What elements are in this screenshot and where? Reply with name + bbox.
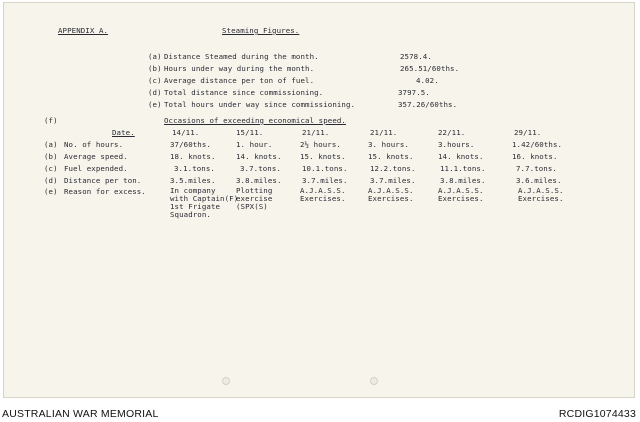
page-title: Steaming Figures. [222, 26, 300, 35]
row-e-cell-5: A.J.A.S.S. Exercises. [438, 186, 484, 203]
summary-c-label: (c) [148, 76, 162, 85]
row-e-cell-6: A.J.A.S.S. Exercises. [518, 186, 564, 203]
row-b-cell-4: 15. knots. [368, 152, 414, 161]
date-col-5: 22/11. [438, 128, 466, 137]
row-e-name: Reason for excess. [64, 187, 146, 196]
row-e-cell-4: A.J.A.S.S. Exercises. [368, 186, 414, 203]
row-e-cell-3: A.J.A.S.S. Exercises. [300, 186, 346, 203]
row-a-cell-6: 1.42/60ths. [512, 140, 563, 149]
summary-d-text: Total distance since commissioning. [164, 88, 324, 97]
row-b-cell-3: 15. knots. [300, 152, 346, 161]
row-a-label: (a) [44, 140, 58, 149]
summary-b-label: (b) [148, 64, 162, 73]
row-b-cell-1: 18. knots. [170, 152, 216, 161]
row-b-label: (b) [44, 152, 58, 161]
row-a-cell-5: 3.hours. [438, 140, 475, 149]
row-b-name: Average speed. [64, 152, 128, 161]
punch-hole-left [222, 377, 230, 385]
archive-id: RCDIG1074433 [558, 408, 636, 420]
summary-b-value: 265.51/60ths. [400, 64, 460, 73]
row-c-cell-3: 10.1.tons. [302, 164, 348, 173]
row-c-label: (c) [44, 164, 58, 173]
row-a-cell-1: 37/60ths. [170, 140, 211, 149]
row-c-cell-5: 11.1.tons. [440, 164, 486, 173]
row-d-label: (d) [44, 176, 58, 185]
summary-c-text: Average distance per ton of fuel. [164, 76, 315, 85]
row-e-cell-1: In company with Captain(F) 1st Frigate Squadron. [170, 186, 239, 219]
summary-c-value: 4.02. [416, 76, 439, 85]
punch-hole-right [370, 377, 378, 385]
row-c-cell-2: 3.7.tons. [240, 164, 281, 173]
row-c-cell-6: 7.7.tons. [516, 164, 557, 173]
date-col-6: 29/11. [514, 128, 542, 137]
summary-a-label: (a) [148, 52, 162, 61]
occasions-title: Occasions of exceeding economical speed. [164, 116, 346, 125]
summary-e-text: Total hours under way since commissioning. [164, 100, 356, 109]
appendix-label: APPENDIX A. [58, 26, 109, 35]
summary-d-label: (d) [148, 88, 162, 97]
summary-b-text: Hours under way during the month. [164, 64, 315, 73]
row-a-cell-3: 2½ hours. [300, 140, 341, 149]
summary-e-label: (e) [148, 100, 162, 109]
summary-d-value: 3797.5. [398, 88, 430, 97]
row-d-cell-3: 3.7.miles. [302, 176, 348, 185]
summary-a-value: 2578.4. [400, 52, 432, 61]
archive-credit: AUSTRALIAN WAR MEMORIAL [2, 408, 159, 420]
row-c-name: Fuel expended. [64, 164, 128, 173]
row-c-cell-1: 3.1.tons. [174, 164, 215, 173]
date-col-3: 21/11. [302, 128, 330, 137]
row-c-cell-4: 12.2.tons. [370, 164, 416, 173]
row-e-label: (e) [44, 187, 58, 196]
row-a-cell-4: 3. hours. [368, 140, 409, 149]
date-header: Date. [112, 128, 135, 137]
row-d-cell-1: 3.5.miles. [170, 176, 216, 185]
row-d-cell-5: 3.8.miles. [440, 176, 486, 185]
row-d-name: Distance per ton. [64, 176, 142, 185]
row-d-cell-2: 3.8.miles. [236, 176, 282, 185]
summary-e-value: 357.26/60ths. [398, 100, 458, 109]
row-e-cell-2: Plotting exercise (SPX(S) [236, 186, 273, 211]
row-a-name: No. of hours. [64, 140, 124, 149]
summary-a-text: Distance Steamed during the month. [164, 52, 319, 61]
row-b-cell-6: 16. knots. [512, 152, 558, 161]
row-d-cell-6: 3.6.miles. [516, 176, 562, 185]
occasions-label: (f) [44, 116, 58, 125]
date-col-1: 14/11. [172, 128, 200, 137]
row-b-cell-2: 14. knots. [236, 152, 282, 161]
row-b-cell-5: 14. knots. [438, 152, 484, 161]
date-col-4: 21/11. [370, 128, 398, 137]
row-d-cell-4: 3.7.miles. [370, 176, 416, 185]
row-a-cell-2: 1. hour. [236, 140, 273, 149]
date-col-2: 15/11. [236, 128, 264, 137]
